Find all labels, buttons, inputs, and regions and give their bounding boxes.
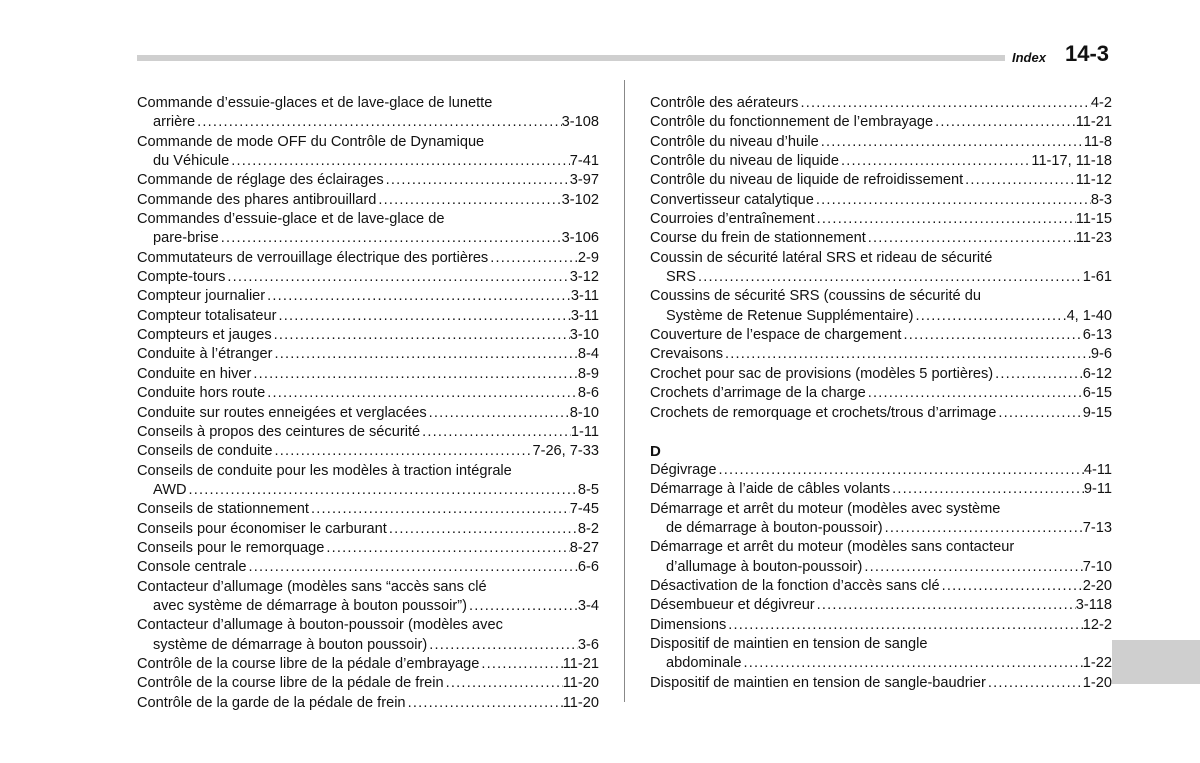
section-heading-d: D: [650, 442, 661, 460]
index-entry-label: Commande de réglage des éclairages: [137, 172, 384, 189]
dot-leader: [986, 674, 1083, 693]
index-entry: [137, 423, 599, 442]
index-entry-page: 12-2: [1082, 616, 1112, 633]
dot-leader: [933, 113, 1076, 132]
index-entry: [650, 210, 1112, 229]
index-entry-label: Conduite à l’étranger: [137, 346, 273, 363]
index-entry-label: pare-brise: [153, 230, 219, 247]
index-entry-page: 7-10: [1082, 558, 1112, 575]
index-entry: [650, 480, 1112, 499]
dot-leader: [723, 345, 1091, 364]
index-entry-page: 6-13: [1082, 327, 1112, 344]
dot-leader: [866, 229, 1076, 248]
index-entry-page: 3-11: [570, 307, 599, 324]
index-entry: [137, 268, 599, 287]
index-entry-page: 7-13: [1082, 519, 1112, 536]
dot-leader: [819, 133, 1084, 152]
index-entry-page: 3-11: [570, 288, 599, 305]
index-entry: [137, 191, 599, 210]
index-column-right: [650, 94, 1112, 693]
index-entry-label: du Véhicule: [153, 153, 230, 170]
index-entry-page: 11-8: [1083, 133, 1112, 150]
index-entry: [137, 384, 599, 403]
index-entry: [137, 171, 599, 190]
dot-leader: [815, 210, 1076, 229]
dot-leader: [277, 307, 571, 326]
index-entry-page: 11-21: [1075, 114, 1112, 131]
index-entry-page: 8-6: [577, 385, 599, 402]
dot-leader: [815, 596, 1076, 615]
page-number: 14-3: [1065, 41, 1110, 66]
index-entry: [650, 674, 1112, 693]
dot-leader: [940, 577, 1083, 596]
dot-leader: [479, 655, 562, 674]
index-entry-page: 8-5: [577, 481, 599, 498]
dot-leader: [814, 191, 1091, 210]
index-entry-page: 6-15: [1082, 385, 1112, 402]
index-entry-page: 8-10: [569, 404, 599, 421]
index-entry: [137, 578, 599, 617]
index-entry-label: Contacteur d’allumage (modèles sans “accès sans clé: [137, 578, 487, 595]
index-entry: [137, 442, 599, 461]
column-divider: [624, 80, 625, 702]
index-entry-label: Conseils de conduite pour les modèles à traction intégrale: [137, 462, 512, 479]
index-entry: [650, 113, 1112, 132]
index-entry-label: Commutateurs de verrouillage électrique des portières: [137, 249, 489, 266]
index-entry-label: Compteurs et jauges: [137, 327, 272, 344]
index-entry-label: Dégivrage: [650, 461, 717, 478]
index-entry-label: Contrôle du fonctionnement de l’embrayage: [650, 114, 934, 131]
index-entry-label: Conseils pour économiser le carburant: [137, 520, 387, 537]
index-entry-label: Courroies d’entraînement: [650, 211, 815, 228]
index-entry-page: 8-4: [577, 346, 599, 363]
dot-leader: [272, 345, 577, 364]
dot-leader: [902, 326, 1083, 345]
dot-leader: [963, 171, 1076, 190]
index-entry-page: 1-22: [1082, 655, 1112, 672]
dot-leader: [890, 480, 1084, 499]
header-rule: [137, 55, 1005, 61]
index-entry: [650, 152, 1112, 171]
index-entry-label: Commande de mode OFF du Contrôle de Dynamique: [137, 133, 485, 150]
index-entry-label: Crochets d’arrimage de la charge: [650, 385, 866, 402]
index-entry-label: Démarrage à l’aide de câbles volants: [650, 481, 891, 498]
index-entry-label: Crochets de remorquage et crochets/trous d’arrimage: [650, 404, 997, 421]
index-entry-label: Conduite en hiver: [137, 365, 252, 382]
index-entry: [137, 500, 599, 519]
index-entry-label: Dispositif de maintien en tension de sangle: [650, 635, 928, 652]
index-entry-label: avec système de démarrage à bouton poussoir”): [153, 597, 467, 614]
index-entry: [137, 539, 599, 558]
index-entry: [650, 191, 1112, 210]
index-entry-page: 3-102: [561, 191, 599, 208]
index-entry: [137, 307, 599, 326]
dot-leader: [376, 191, 561, 210]
index-entry-label: Couverture de l’espace de chargement: [650, 327, 902, 344]
index-entry: [137, 674, 599, 693]
index-entry-label: abdominale: [666, 655, 742, 672]
dot-leader: [195, 113, 562, 132]
index-entry-label: système de démarrage à bouton poussoir): [153, 636, 428, 653]
dot-leader: [324, 539, 569, 558]
dot-leader: [387, 520, 578, 539]
index-entry-page: 8-2: [577, 520, 599, 537]
index-entry-page: 9-15: [1082, 404, 1112, 421]
dot-leader: [798, 94, 1090, 113]
index-entry-page: 9-6: [1090, 346, 1112, 363]
index-entry: [137, 520, 599, 539]
index-entry-page: 8-27: [569, 539, 599, 556]
index-entry-page: 11-15: [1075, 211, 1112, 228]
index-entry-page: 3-6: [577, 636, 599, 653]
dot-leader: [225, 268, 569, 287]
index-entry: [137, 462, 599, 501]
index-entry-label: Désactivation de la fonction d’accès sans clé: [650, 577, 940, 594]
index-entry-label: Système de Retenue Supplémentaire): [666, 307, 914, 324]
index-entry-page: 3-118: [1075, 597, 1112, 614]
index-entry-page: 4, 1-40: [1066, 307, 1112, 324]
index-entry: [650, 384, 1112, 403]
index-entry-label: Conseils pour le remorquage: [137, 539, 325, 556]
index-entry: [650, 229, 1112, 248]
index-entry-label: Conduite sur routes enneigées et verglacées: [137, 404, 427, 421]
index-entry-label: AWD: [153, 481, 187, 498]
index-entry-page: 11-20: [562, 675, 599, 692]
index-entry: [650, 538, 1112, 577]
dot-leader: [272, 442, 532, 461]
dot-leader: [862, 558, 1082, 577]
index-entry-label: Contrôle de la garde de la pédale de frein: [137, 694, 406, 711]
index-entry-page: 3-97: [569, 172, 599, 189]
index-entry-label: Contrôle de la course libre de la pédale de frein: [137, 675, 444, 692]
index-entry-page: 1-20: [1082, 674, 1112, 691]
index-entry: [137, 694, 599, 713]
index-entry-label: Contrôle du niveau de liquide de refroidissement: [650, 172, 964, 189]
index-entry-label: Contacteur d’allumage à bouton-poussoir (modèles avec: [137, 617, 503, 634]
index-entry-label: Conduite hors route: [137, 385, 266, 402]
index-entry-page: 1-61: [1082, 269, 1112, 286]
index-entry-label: Conseils de conduite: [137, 443, 273, 460]
dot-leader: [265, 287, 571, 306]
dot-leader: [444, 674, 563, 693]
running-header-label: Index: [1012, 50, 1046, 65]
dot-leader: [717, 461, 1084, 480]
index-entry: [137, 404, 599, 423]
section-thumb-tab: [1112, 640, 1200, 684]
index-entry-label: Contrôle des aérateurs: [650, 95, 799, 111]
index-entry: [650, 133, 1112, 152]
dot-leader: [696, 268, 1083, 287]
dot-leader: [996, 404, 1082, 423]
index-entry: [137, 345, 599, 364]
index-entry-label: Compteur totalisateur: [137, 307, 277, 324]
index-entry: [650, 249, 1112, 288]
index-entry-label: Conseils de stationnement: [137, 501, 309, 518]
index-entry-page: 4-11: [1083, 461, 1112, 478]
index-entry-label: Dispositif de maintien en tension de sangle-baudrier: [650, 674, 986, 691]
dot-leader: [251, 365, 578, 384]
index-entry-page: 7-26, 7-33: [532, 443, 599, 460]
dot-leader: [272, 326, 570, 345]
index-entry-page: 3-108: [561, 114, 599, 131]
index-entry-page: 2-9: [577, 249, 599, 266]
index-entry-page: 3-4: [577, 597, 599, 614]
dot-leader: [384, 171, 570, 190]
index-entry-page: 6-6: [577, 559, 599, 576]
index-entry-label: Désembueur et dégivreur: [650, 597, 815, 614]
dot-leader: [229, 152, 570, 171]
index-entry-label: SRS: [666, 269, 697, 286]
dot-leader: [427, 404, 570, 423]
index-entry: [650, 287, 1112, 326]
dot-leader: [247, 558, 578, 577]
index-entry-label: Contrôle de la course libre de la pédale d’embrayage: [137, 655, 480, 672]
index-entry: [137, 616, 599, 655]
index-entry: [650, 577, 1112, 596]
index-entry-page: 9-11: [1083, 481, 1112, 498]
index-entry: [650, 635, 1112, 674]
dot-leader: [467, 597, 578, 616]
index-entry-label: arrière: [153, 114, 196, 131]
index-entry-label: Coussins de sécurité SRS (coussins de sécurité du: [650, 288, 981, 305]
index-group-d: [650, 461, 1112, 693]
index-column-left: [137, 94, 599, 713]
index-entry-label: Coussin de sécurité latéral SRS et rideau de sécurité: [650, 249, 993, 266]
index-entry-label: Convertisseur catalytique: [650, 191, 814, 208]
dot-leader: [187, 481, 578, 500]
index-entry-page: 3-10: [569, 327, 599, 344]
index-entry-page: 4-2: [1090, 95, 1112, 111]
dot-leader: [866, 384, 1083, 403]
index-entry-page: 7-41: [569, 153, 599, 170]
index-entry-label: de démarrage à bouton-poussoir): [666, 519, 883, 536]
index-entry: [137, 287, 599, 306]
index-entry-page: 8-9: [577, 365, 599, 382]
index-entry-label: Commande des phares antibrouillard: [137, 191, 377, 208]
dot-leader: [913, 307, 1066, 326]
index-entry: [650, 171, 1112, 190]
index-entry: [650, 500, 1112, 539]
index-entry-label: d’allumage à bouton-poussoir): [666, 558, 863, 575]
index-entry-label: Compte-tours: [137, 269, 226, 286]
index-entry-label: Crevaisons: [650, 346, 723, 363]
index-entry: [650, 461, 1112, 480]
index-entry-page: 3-106: [561, 230, 599, 247]
index-entry-label: Contrôle du niveau d’huile: [650, 133, 819, 150]
index-entry-page: 3-12: [569, 269, 599, 286]
index-entry: [650, 616, 1112, 635]
index-entry: [650, 345, 1112, 364]
index-entry-label: Conseils à propos des ceintures de sécurité: [137, 423, 421, 440]
dot-leader: [406, 694, 563, 713]
dot-leader: [839, 152, 1031, 171]
index-entry-page: 1-11: [570, 423, 599, 440]
dot-leader: [883, 519, 1083, 538]
index-entry-label: Course du frein de stationnement: [650, 230, 866, 247]
index-entry-label: Commandes d’essuie-glace et de lave-glace de: [137, 211, 445, 228]
index-entry-label: Compteur journalier: [137, 288, 266, 305]
index-entry-label: Démarrage et arrêt du moteur (modèles avec système: [650, 500, 1001, 517]
index-entry: [650, 596, 1112, 615]
dot-leader: [420, 423, 571, 442]
dot-leader: [993, 365, 1083, 384]
index-group-c: [650, 94, 1112, 423]
index-entry: [137, 326, 599, 345]
index-entry-page: 11-21: [562, 655, 599, 672]
index-entry-page: 11-23: [1075, 230, 1112, 247]
index-entry: [137, 365, 599, 384]
index-entry-page: 6-12: [1082, 365, 1112, 382]
index-entry-label: Contrôle du niveau de liquide: [650, 153, 840, 170]
index-entry-page: 8-3: [1090, 191, 1112, 208]
index-entry: [137, 249, 599, 268]
index-entry: [137, 133, 599, 172]
index-entry-label: Commande d’essuie-glaces et de lave-glace de lunette: [137, 95, 493, 111]
index-entry: [650, 326, 1112, 345]
dot-leader: [219, 229, 562, 248]
index-entry-page: 11-12: [1075, 172, 1112, 189]
dot-leader: [726, 616, 1083, 635]
index-entry-page: 11-17, 11-18: [1031, 153, 1112, 170]
dot-leader: [265, 384, 578, 403]
dot-leader: [427, 636, 578, 655]
dot-leader: [741, 654, 1082, 673]
index-entry: [650, 365, 1112, 384]
index-entry: [650, 404, 1112, 423]
index-entry: [650, 94, 1112, 113]
index-entry: [137, 558, 599, 577]
index-entry: [137, 655, 599, 674]
index-entry-label: Console centrale: [137, 559, 247, 576]
index-entry: [137, 94, 599, 133]
dot-leader: [488, 249, 578, 268]
index-entry-page: 7-45: [569, 501, 599, 518]
index-entry-page: 11-20: [562, 694, 599, 711]
index-entry-page: 2-20: [1082, 577, 1112, 594]
index-entry-label: Dimensions: [650, 616, 727, 633]
index-entry-label: Démarrage et arrêt du moteur (modèles sans contacteur: [650, 539, 1015, 556]
index-entry-label: Crochet pour sac de provisions (modèles 5 portières): [650, 365, 994, 382]
dot-leader: [309, 500, 570, 519]
index-entry: [137, 210, 599, 249]
